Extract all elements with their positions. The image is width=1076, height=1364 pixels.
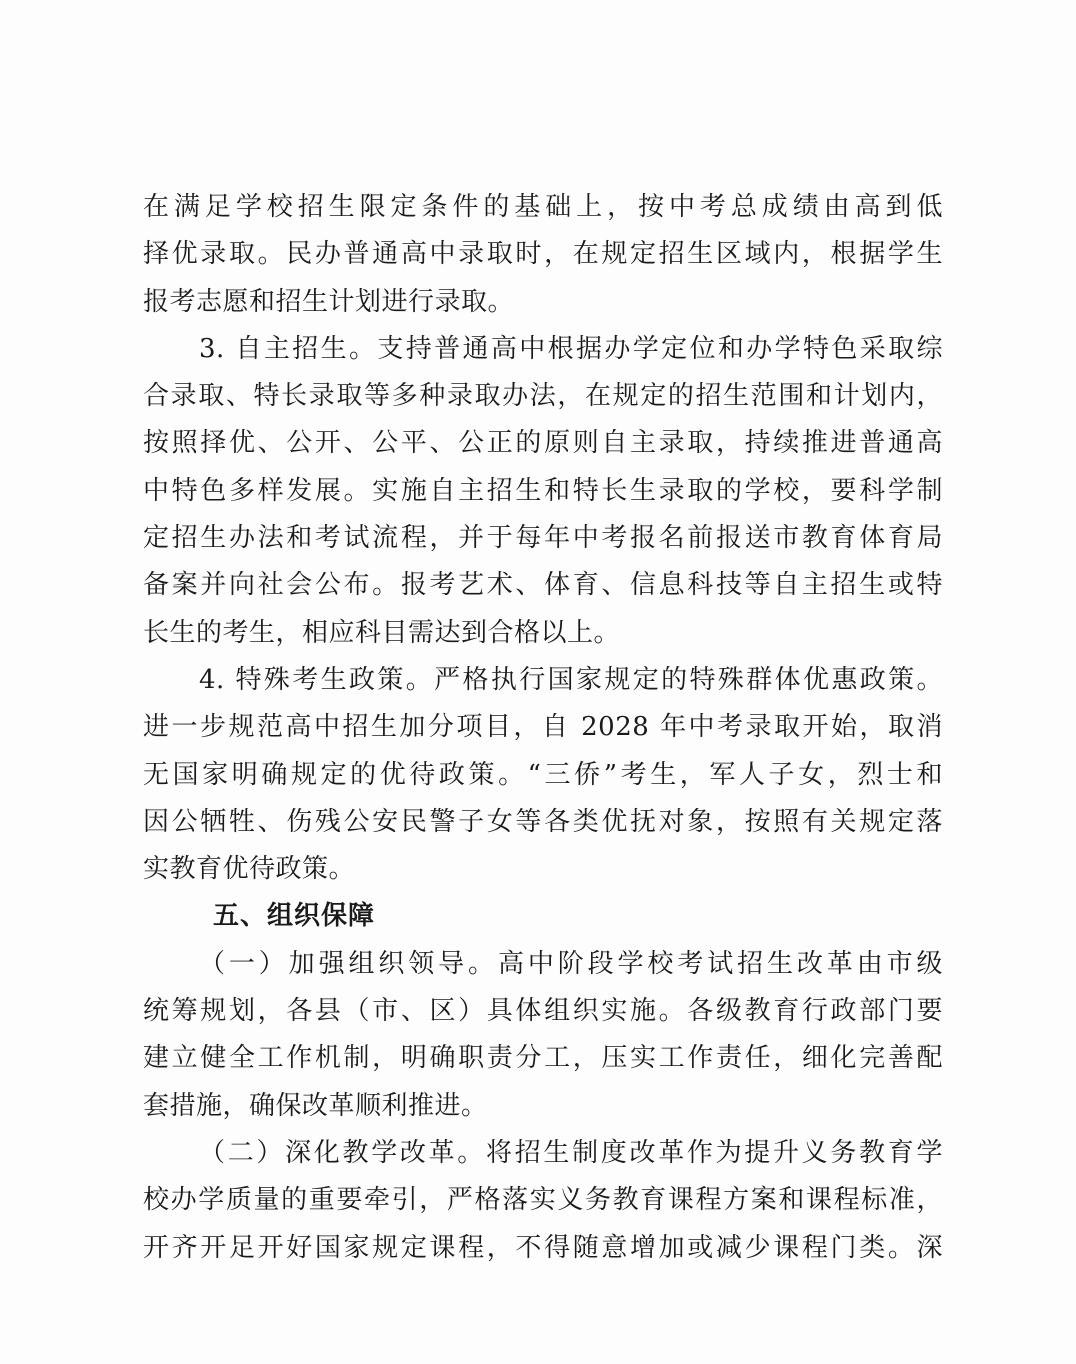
text-line: 定招生办法和考试流程，并于每年中考报名前报送市教育体育局: [143, 523, 943, 554]
text-line: 进一步规范高中招生加分项目，自 2028 年中考录取开始，取消: [143, 712, 943, 743]
text-line: 在满足学校招生限定条件的基础上，按中考总成绩由高到低: [143, 192, 943, 222]
text-line: 开齐开足开好国家规定课程，不得随意增加或减少课程门类。深: [143, 1232, 943, 1263]
text-line: 按照择优、公开、公平、公正的原则自主录取，持续推进普通高: [143, 428, 943, 459]
text-line: 报考志愿和招生计划进行录取。: [143, 286, 515, 317]
text-line: 建立健全工作机制，明确职责分工，压实工作责任，细化完善配: [143, 1043, 943, 1074]
text-line: 无国家明确规定的优待政策。“三侨”考生，军人子女，烈士和: [143, 759, 943, 790]
text-line: 中特色多样发展。实施自主招生和特长生录取的学校，要科学制: [143, 475, 943, 506]
text-line: 套措施，确保改革顺利推进。: [143, 1090, 488, 1121]
paragraph-start-line: （一）加强组织领导。高中阶段学校考试招生改革由市级: [199, 948, 943, 979]
text-line: 长生的考生，相应科目需达到合格以上。: [143, 617, 621, 648]
text-line: 备案并向社会公布。报考艺术、体育、信息科技等自主招生或特: [143, 570, 943, 601]
text-line: 实教育优待政策。: [143, 854, 356, 885]
text-line: 因公牺牲、伤残公安民警子女等各类优抚对象，按照有关规定落: [143, 806, 943, 837]
section-heading: 五、组织保障: [213, 901, 376, 932]
paragraph-start-line: （二）深化教学改革。将招生制度改革作为提升义务教育学: [199, 1137, 943, 1168]
paragraph-start-line: 4. 特殊考生政策。严格执行国家规定的特殊群体优惠政策。: [199, 664, 943, 695]
text-line: 统筹规划，各县（市、区）具体组织实施。各级教育行政部门要: [143, 996, 943, 1027]
text-line: 择优录取。民办普通高中录取时，在规定招生区域内，根据学生: [143, 239, 943, 270]
document-body: [143, 184, 943, 1272]
text-line: 校办学质量的重要牵引，严格落实义务教育课程方案和课程标准，: [143, 1185, 943, 1216]
text-line: 合录取、特长录取等多种录取办法，在规定的招生范围和计划内，: [143, 381, 943, 412]
paragraph-start-line: 3. 自主招生。支持普通高中根据办学定位和办学特色采取综: [199, 333, 943, 364]
